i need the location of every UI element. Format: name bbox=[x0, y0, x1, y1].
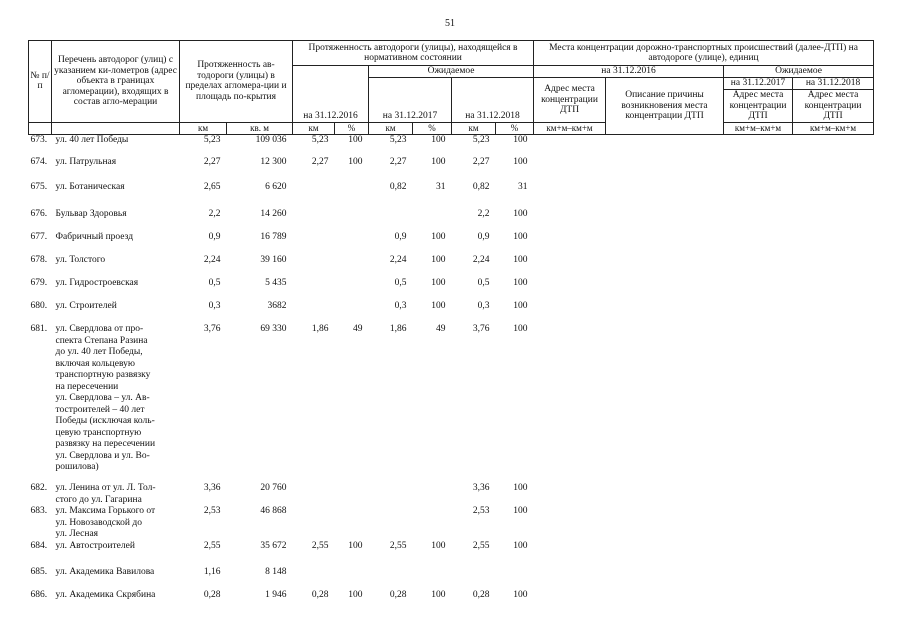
normative-pct-2018: 100 bbox=[513, 255, 528, 265]
normative-km-2017: 2,55 bbox=[389, 540, 407, 551]
normative-km-2017: 0,5 bbox=[394, 278, 407, 288]
header-date-2018: на 31.12.2018 bbox=[452, 78, 534, 123]
road-name bbox=[52, 541, 180, 567]
table-row bbox=[29, 506, 874, 541]
table-row bbox=[29, 301, 874, 324]
normative-km-2018 bbox=[452, 567, 496, 590]
header-unit-km: км bbox=[180, 122, 227, 134]
area-sqm: 12 300 bbox=[260, 157, 287, 167]
header-number: № п/п bbox=[29, 41, 52, 123]
normative-pct-2018: 100 bbox=[513, 589, 528, 600]
area-sqm: 3682 bbox=[267, 301, 287, 311]
length-km: 0,5 bbox=[208, 278, 221, 288]
normative-pct-2017: 100 bbox=[431, 589, 446, 600]
normative-km-2016 bbox=[293, 255, 335, 278]
dtp-cell bbox=[534, 483, 606, 506]
header-dtp-expected: Ожидаемое bbox=[724, 66, 874, 78]
normative-pct-2017: 100 bbox=[431, 232, 446, 242]
normative-pct-2018: 100 bbox=[513, 232, 528, 242]
dtp-cell bbox=[724, 232, 793, 255]
normative-km-2017: 2,24 bbox=[389, 255, 407, 265]
row-number: 675. bbox=[30, 182, 48, 192]
dtp-cell bbox=[606, 483, 724, 506]
table-row bbox=[29, 232, 874, 255]
dtp-cell bbox=[793, 182, 874, 209]
dtp-cell bbox=[724, 483, 793, 506]
road-name-text: ул. Строителей bbox=[55, 301, 117, 311]
dtp-cell bbox=[606, 567, 724, 590]
normative-pct-2018: 31 bbox=[518, 182, 528, 192]
header-dtp-address-2018: Адрес места концентрации ДТП bbox=[793, 90, 874, 123]
normative-km-2016 bbox=[293, 209, 335, 232]
dtp-cell bbox=[793, 209, 874, 232]
road-name-text: Фабричный проезд bbox=[55, 232, 134, 242]
length-km: 2,24 bbox=[203, 255, 221, 265]
dtp-cell bbox=[606, 324, 724, 483]
road-name bbox=[52, 209, 180, 232]
table-row bbox=[29, 134, 874, 157]
dtp-cell bbox=[793, 590, 874, 604]
header-road-list: Перечень автодорог (улиц) с указанием ки-лометров (адрес объекта в границах агломерации), входящих в состав агло-мерации bbox=[52, 41, 180, 123]
dtp-cell bbox=[724, 506, 793, 541]
normative-km-2017: 5,23 bbox=[389, 134, 407, 145]
table-row bbox=[29, 278, 874, 301]
normative-km-2017: 0,9 bbox=[394, 232, 407, 242]
area-sqm: 8 148 bbox=[265, 566, 287, 577]
normative-pct-2018: 100 bbox=[513, 540, 528, 551]
normative-km-2018: 0,5 bbox=[477, 278, 490, 288]
road-name-text: ул. Академика Вавилова bbox=[55, 566, 155, 577]
normative-km-2018: 0,9 bbox=[477, 232, 490, 242]
normative-km-2016 bbox=[293, 567, 335, 590]
dtp-cell bbox=[606, 232, 724, 255]
table-row bbox=[29, 483, 874, 506]
normative-pct-2016: 100 bbox=[348, 540, 363, 551]
dtp-cell bbox=[606, 255, 724, 278]
dtp-cell bbox=[534, 301, 606, 324]
length-km: 3,36 bbox=[203, 483, 221, 493]
dtp-cell bbox=[606, 541, 724, 567]
normative-km-2017 bbox=[369, 209, 413, 232]
normative-km-2018: 0,28 bbox=[472, 589, 490, 600]
dtp-cell bbox=[534, 506, 606, 541]
normative-pct-2017: 100 bbox=[431, 134, 446, 145]
header-unit-km: км bbox=[293, 122, 335, 134]
normative-pct-2016 bbox=[335, 567, 369, 590]
table-row bbox=[29, 209, 874, 232]
normative-pct-2016 bbox=[335, 182, 369, 209]
length-km: 5,23 bbox=[203, 134, 221, 145]
row-number: 683. bbox=[30, 506, 48, 516]
normative-pct-2016: 49 bbox=[353, 324, 363, 334]
header-dtp-address-2017: Адрес места концентрации ДТП bbox=[724, 90, 793, 123]
header-unit-empty bbox=[29, 122, 52, 134]
dtp-cell bbox=[724, 541, 793, 567]
dtp-cell bbox=[724, 157, 793, 182]
normative-km-2017: 0,28 bbox=[389, 589, 407, 600]
length-km: 2,27 bbox=[203, 157, 221, 167]
row-number: 681. bbox=[30, 324, 48, 334]
normative-pct-2017: 49 bbox=[436, 324, 446, 334]
dtp-cell bbox=[793, 255, 874, 278]
normative-km-2016 bbox=[293, 301, 335, 324]
road-name-text: Бульвар Здоровья bbox=[55, 209, 127, 219]
road-name-text: ул. Академика Скрябина bbox=[55, 589, 156, 600]
road-name bbox=[52, 590, 180, 604]
dtp-cell bbox=[606, 209, 724, 232]
dtp-cell bbox=[724, 255, 793, 278]
dtp-cell bbox=[724, 209, 793, 232]
length-km: 2,2 bbox=[208, 209, 221, 219]
normative-pct-2018: 100 bbox=[513, 483, 528, 493]
road-name bbox=[52, 182, 180, 209]
area-sqm: 69 330 bbox=[260, 324, 287, 334]
normative-km-2016 bbox=[293, 232, 335, 255]
dtp-cell bbox=[534, 232, 606, 255]
dtp-cell bbox=[534, 134, 606, 157]
road-name-text: ул. Ботаническая bbox=[55, 182, 125, 192]
length-km: 1,16 bbox=[203, 566, 221, 577]
dtp-cell bbox=[793, 134, 874, 157]
header-unit-kmm: км+м–км+м bbox=[724, 122, 793, 134]
dtp-cell bbox=[606, 301, 724, 324]
normative-pct-2017: 31 bbox=[436, 182, 446, 192]
dtp-cell bbox=[534, 255, 606, 278]
normative-pct-2017 bbox=[413, 483, 452, 506]
normative-pct-2017: 100 bbox=[431, 157, 446, 167]
page-number: 51 bbox=[445, 18, 455, 29]
dtp-cell bbox=[793, 541, 874, 567]
row-number: 674. bbox=[30, 157, 48, 167]
header-unit-sqm: кв. м bbox=[227, 122, 293, 134]
normative-km-2016 bbox=[293, 483, 335, 506]
road-name-text: ул. Свердлова от про- спекта Степана Разина до ул. 40 лет Победы, включая кольцевую транспортную развязку на пересечении ул. Свердлова – ул. Ав- тостроителей – 40 лет Победы (исключая коль- цевую транспортную развязку на пересечении ул. Свердлова и ул. Во- рошилова) bbox=[55, 324, 156, 472]
table-body bbox=[29, 134, 874, 604]
normative-pct-2018: 100 bbox=[513, 278, 528, 288]
road-name bbox=[52, 506, 180, 541]
normative-pct-2016 bbox=[335, 255, 369, 278]
normative-pct-2017: 100 bbox=[431, 278, 446, 288]
normative-km-2017: 0,82 bbox=[389, 182, 407, 192]
normative-km-2016: 2,27 bbox=[311, 157, 329, 167]
normative-km-2018: 3,36 bbox=[472, 483, 490, 493]
area-sqm: 14 260 bbox=[260, 209, 287, 219]
normative-pct-2016 bbox=[335, 209, 369, 232]
normative-km-2018: 2,27 bbox=[472, 157, 490, 167]
normative-km-2018: 0,3 bbox=[477, 301, 490, 311]
dtp-cell bbox=[606, 590, 724, 604]
road-name bbox=[52, 255, 180, 278]
normative-pct-2016 bbox=[335, 278, 369, 301]
dtp-cell bbox=[606, 278, 724, 301]
dtp-cell bbox=[534, 209, 606, 232]
row-number: 677. bbox=[30, 232, 48, 242]
length-km: 2,55 bbox=[203, 540, 221, 551]
normative-km-2016: 2,55 bbox=[311, 540, 329, 551]
road-name-text: ул. Автостроителей bbox=[55, 540, 135, 551]
row-number: 678. bbox=[30, 255, 48, 265]
dtp-cell bbox=[793, 483, 874, 506]
normative-pct-2017 bbox=[413, 209, 452, 232]
normative-km-2018: 2,55 bbox=[472, 540, 490, 551]
area-sqm: 16 789 bbox=[260, 232, 287, 242]
row-number: 680. bbox=[30, 301, 48, 311]
normative-km-2017 bbox=[369, 506, 413, 541]
normative-pct-2016: 100 bbox=[348, 589, 363, 600]
dtp-cell bbox=[534, 182, 606, 209]
header-unit-pct: % bbox=[335, 122, 369, 134]
normative-km-2017: 1,86 bbox=[389, 324, 407, 334]
normative-pct-2016: 100 bbox=[348, 157, 363, 167]
normative-pct-2018: 100 bbox=[513, 324, 528, 334]
area-sqm: 6 620 bbox=[265, 182, 287, 192]
normative-pct-2016 bbox=[335, 483, 369, 506]
dtp-cell bbox=[534, 590, 606, 604]
header-unit-km: км bbox=[452, 122, 496, 134]
dtp-cell bbox=[793, 324, 874, 483]
road-name-text: ул. Максима Горького от ул. Новозаводской до ул. Лесная bbox=[55, 506, 156, 539]
normative-km-2017: 2,27 bbox=[389, 157, 407, 167]
road-name-text: ул. Гидростроевская bbox=[55, 278, 139, 288]
dtp-cell bbox=[606, 506, 724, 541]
header-dtp-description: Описание причины возникновения места концентрации ДТП bbox=[606, 78, 724, 135]
table-row bbox=[29, 590, 874, 604]
road-name bbox=[52, 324, 180, 483]
normative-pct-2016: 100 bbox=[348, 134, 363, 145]
dtp-cell bbox=[793, 278, 874, 301]
normative-pct-2017: 100 bbox=[431, 301, 446, 311]
dtp-cell bbox=[606, 182, 724, 209]
area-sqm: 1 946 bbox=[265, 589, 287, 600]
normative-km-2017: 0,3 bbox=[394, 301, 407, 311]
row-number: 682. bbox=[30, 483, 48, 493]
dtp-cell bbox=[793, 301, 874, 324]
length-km: 2,53 bbox=[203, 506, 221, 516]
header-date-2017: на 31.12.2017 bbox=[369, 78, 452, 123]
dtp-cell bbox=[606, 134, 724, 157]
area-sqm: 39 160 bbox=[260, 255, 287, 265]
road-name bbox=[52, 301, 180, 324]
dtp-cell bbox=[724, 182, 793, 209]
table-row bbox=[29, 541, 874, 567]
header-unit-kmm: км+м–км+м bbox=[534, 122, 606, 134]
table-row bbox=[29, 157, 874, 182]
length-km: 0,3 bbox=[208, 301, 221, 311]
normative-km-2018: 2,2 bbox=[477, 209, 490, 219]
roads-table bbox=[28, 40, 874, 604]
dtp-cell bbox=[534, 541, 606, 567]
area-sqm: 20 760 bbox=[260, 483, 287, 493]
normative-km-2017 bbox=[369, 483, 413, 506]
area-sqm: 35 672 bbox=[260, 540, 287, 551]
header-unit-kmm: км+м–км+м bbox=[793, 122, 874, 134]
row-number: 679. bbox=[30, 278, 48, 288]
normative-pct-2018: 100 bbox=[513, 506, 528, 516]
row-number: 676. bbox=[30, 209, 48, 219]
dtp-cell bbox=[793, 567, 874, 590]
header-unit-pct: % bbox=[413, 122, 452, 134]
dtp-cell bbox=[534, 157, 606, 182]
normative-km-2018: 2,24 bbox=[472, 255, 490, 265]
road-name bbox=[52, 567, 180, 590]
header-dtp-date-2018: на 31.12.2018 bbox=[793, 78, 874, 90]
table-row bbox=[29, 567, 874, 590]
header-unit-empty bbox=[52, 122, 180, 134]
dtp-cell bbox=[724, 134, 793, 157]
normative-pct-2018: 100 bbox=[513, 209, 528, 219]
dtp-cell bbox=[724, 324, 793, 483]
row-number: 686. bbox=[30, 589, 48, 600]
road-name-text: ул. 40 лет Победы bbox=[55, 134, 129, 145]
header-date-2016: на 31.12.2016 bbox=[293, 66, 369, 123]
normative-km-2018: 3,76 bbox=[472, 324, 490, 334]
normative-pct-2017 bbox=[413, 506, 452, 541]
normative-km-2016 bbox=[293, 182, 335, 209]
table-header bbox=[29, 41, 874, 135]
normative-pct-2017: 100 bbox=[431, 540, 446, 551]
normative-km-2016: 0,28 bbox=[311, 589, 329, 600]
normative-pct-2018: 100 bbox=[513, 301, 528, 311]
table-row bbox=[29, 324, 874, 483]
normative-pct-2016 bbox=[335, 301, 369, 324]
dtp-cell bbox=[534, 278, 606, 301]
header-dtp-date-2016: на 31.12.2016 bbox=[534, 66, 724, 78]
header-dtp-date-2017: на 31.12.2017 bbox=[724, 78, 793, 90]
road-name-text: ул. Патрульная bbox=[55, 157, 117, 167]
row-number: 673. bbox=[30, 134, 48, 145]
area-sqm: 5 435 bbox=[265, 278, 287, 288]
header-unit-km: км bbox=[369, 122, 413, 134]
normative-km-2018: 2,53 bbox=[472, 506, 490, 516]
header-normative-state: Протяженность автодороги (улицы), находящейся в нормативном состоянии bbox=[293, 41, 534, 66]
dtp-cell bbox=[724, 590, 793, 604]
normative-km-2016: 5,23 bbox=[311, 134, 329, 145]
road-name bbox=[52, 157, 180, 182]
header-dtp-places: Места концентрации дорожно-транспортных происшествий (далее-ДТП) на автодороге (улице), единиц bbox=[534, 41, 874, 66]
normative-km-2016: 1,86 bbox=[311, 324, 329, 334]
normative-pct-2018: 100 bbox=[513, 157, 528, 167]
road-name bbox=[52, 134, 180, 157]
dtp-cell bbox=[724, 278, 793, 301]
area-sqm: 46 868 bbox=[260, 506, 287, 516]
normative-pct-2016 bbox=[335, 506, 369, 541]
dtp-cell bbox=[606, 157, 724, 182]
length-km: 3,76 bbox=[203, 324, 221, 334]
road-name-text: ул. Толстого bbox=[55, 255, 106, 265]
normative-km-2016 bbox=[293, 278, 335, 301]
row-number: 684. bbox=[30, 540, 48, 551]
table-row bbox=[29, 255, 874, 278]
normative-pct-2018 bbox=[496, 567, 534, 590]
normative-km-2017 bbox=[369, 567, 413, 590]
road-name bbox=[52, 483, 180, 506]
area-sqm: 109 036 bbox=[255, 134, 287, 145]
road-name bbox=[52, 278, 180, 301]
dtp-cell bbox=[534, 324, 606, 483]
normative-km-2018: 5,23 bbox=[472, 134, 490, 145]
header-length-area: Протяженность ав-тодороги (улицы) в пределах агломера-ции и площадь по-крытия bbox=[180, 41, 293, 123]
row-number: 685. bbox=[30, 566, 48, 577]
dtp-cell bbox=[724, 567, 793, 590]
normative-km-2016 bbox=[293, 506, 335, 541]
normative-pct-2017 bbox=[413, 567, 452, 590]
dtp-cell bbox=[793, 506, 874, 541]
normative-pct-2018: 100 bbox=[513, 134, 528, 145]
dtp-cell bbox=[534, 567, 606, 590]
normative-pct-2017: 100 bbox=[431, 255, 446, 265]
table-row bbox=[29, 182, 874, 209]
length-km: 0,9 bbox=[208, 232, 221, 242]
road-name bbox=[52, 232, 180, 255]
normative-pct-2016 bbox=[335, 232, 369, 255]
header-unit-pct: % bbox=[496, 122, 534, 134]
length-km: 2,65 bbox=[203, 182, 221, 192]
road-name-text: ул. Ленина от ул. Л. Тол- стого до ул. Гагарина bbox=[55, 483, 156, 505]
length-km: 0,28 bbox=[203, 589, 221, 600]
normative-km-2018: 0,82 bbox=[472, 182, 490, 192]
header-expected: Ожидаемое bbox=[369, 66, 534, 78]
dtp-cell bbox=[724, 301, 793, 324]
dtp-cell bbox=[793, 232, 874, 255]
header-dtp-address-2016: Адрес места концентрации ДТП bbox=[534, 78, 606, 123]
dtp-cell bbox=[793, 157, 874, 182]
